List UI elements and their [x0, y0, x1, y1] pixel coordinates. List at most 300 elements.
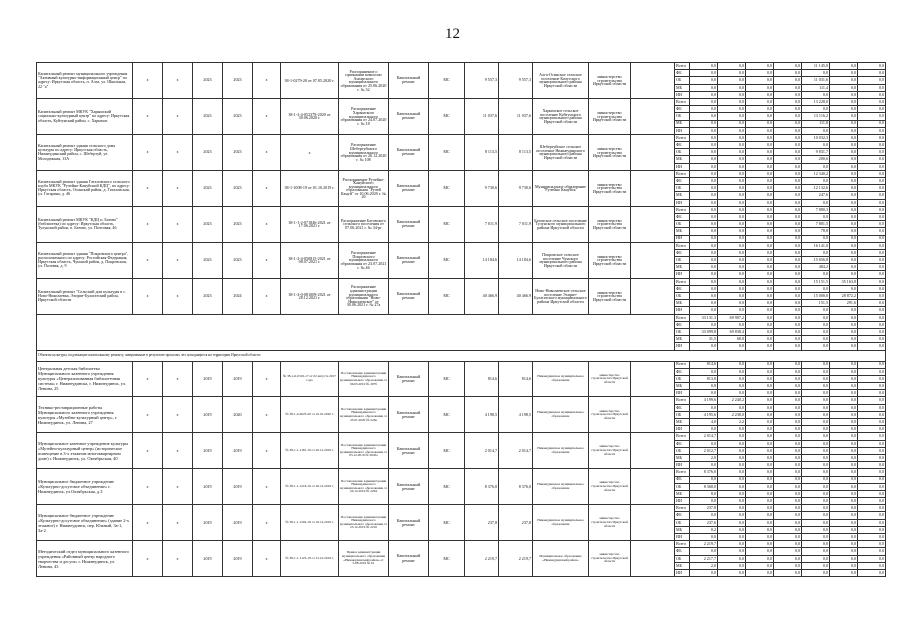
- start-year-cell: 2023: [193, 134, 223, 170]
- object-name-cell: Муниципальное бюджетное учреждение «Культурно-досуговое объединение» (здание 2-х этажное) г. Нижнеудинск, пер. Южный, 3а-1, 3а-2: [37, 505, 133, 541]
- amount-cell: 0,0: [718, 70, 746, 77]
- amount-cell: 0,0: [830, 426, 858, 433]
- amount-cell: 0,0: [690, 84, 718, 91]
- amount-cell: 78,8: [802, 228, 830, 235]
- amount-cell: 0,0: [774, 555, 802, 562]
- start-year-cell: 2023: [193, 242, 223, 278]
- manager-cell: [631, 170, 675, 206]
- amount-cell: 0,0: [830, 419, 858, 426]
- end-year-cell: 2023: [223, 98, 253, 134]
- owner-cell: Муниципальное образование "Ручейно Кануйск": [533, 170, 589, 206]
- amount-cell: 0,0: [858, 285, 886, 292]
- amount-cell: 0,0: [690, 213, 718, 220]
- amount-cell: 0,0: [746, 548, 774, 555]
- amount-cell: 0,0: [858, 156, 886, 163]
- amount-cell: 0,0: [858, 541, 886, 548]
- amount-cell: 0,0: [858, 426, 886, 433]
- cell-x: x: [163, 541, 193, 577]
- table-row: [37, 98, 886, 105]
- cell-x: x: [163, 361, 193, 397]
- unit-cell: МС: [429, 469, 465, 505]
- funding-source-label: ОБ: [675, 77, 690, 84]
- amount-cell: 0,0: [718, 285, 746, 292]
- cell-x: x: [163, 170, 193, 206]
- cell-x: x: [133, 505, 163, 541]
- funding-source-label: Всего: [675, 98, 690, 105]
- amount-cell: 0,0: [858, 170, 886, 177]
- amount-cell: 0,0: [830, 440, 858, 447]
- manager-cell: [631, 433, 675, 469]
- amount-cell: 0,0: [718, 213, 746, 220]
- object-name-cell: Капитальный ремонт муниципального учреждения "Активный культурно-информационный центр" по адресу: Иркутская область, п. Алга, ул. Школьная, 22 "а": [37, 63, 133, 99]
- amount-cell: 0,0: [746, 249, 774, 256]
- amount-cell: 0,0: [830, 249, 858, 256]
- start-year-cell: 2023: [193, 278, 223, 314]
- amount-cell: 0,0: [830, 512, 858, 519]
- amount-cell: 0,0: [774, 328, 802, 335]
- amount-cell: 0,0: [802, 555, 830, 562]
- amount-cell: 0,0: [830, 526, 858, 533]
- expertise-cell: 38-1-0279-20 от 07.05.2020 г.: [281, 63, 339, 99]
- work-type-cell: Капитальный ремонт: [389, 361, 429, 397]
- decision-cell: Распоряжение Шебертуйского муниципального образования от 26.12.2020 г. № 108: [339, 134, 389, 170]
- amount-cell: 0,0: [774, 91, 802, 98]
- amount-cell: 0,0: [802, 70, 830, 77]
- amount-cell: 0,0: [746, 235, 774, 242]
- amount-cell: 0,0: [774, 419, 802, 426]
- amount-cell: 2,0: [690, 454, 718, 461]
- amount-cell: 0,0: [858, 178, 886, 185]
- owner-cell: Алга-Осинское сельское поселение Качугского муниципального района Иркутской области: [533, 63, 589, 99]
- amount-cell: 0,0: [746, 77, 774, 84]
- amount-cell: 0,0: [774, 433, 802, 440]
- amount-cell: 0,0: [830, 257, 858, 264]
- amount-cell: 0,0: [802, 343, 830, 350]
- amount-cell: 0,0: [774, 375, 802, 382]
- amount-cell: 247,6: [802, 192, 830, 199]
- amount-cell: 0,0: [830, 163, 858, 170]
- amount-cell: 0,0: [690, 70, 718, 77]
- amount-cell: 0,0: [802, 178, 830, 185]
- funding-source-label: МБ: [675, 192, 690, 199]
- funding-source-label: ФБ: [675, 512, 690, 519]
- amount-cell: 0,0: [858, 419, 886, 426]
- amount-cell: 0,0: [718, 264, 746, 271]
- expertise-cell: 38-1-2-0-081009-2021 от 28.12.2021 г.: [281, 278, 339, 314]
- object-name-cell: Капитальный ремонт здания "Покровского центра", расположенного по адресу: Российская Федерация, Иркутская область, Чунский район, д. Покровская, ул. Полевая, д. 9: [37, 242, 133, 278]
- funding-source-label: Всего: [675, 278, 690, 285]
- end-year-cell: 2019: [223, 361, 253, 397]
- manager-cell: [631, 505, 675, 541]
- amount-cell: 0,0: [858, 271, 886, 278]
- amount-cell: 0,0: [690, 142, 718, 149]
- amount-cell: 0,0: [690, 271, 718, 278]
- amount-cell: 0,0: [718, 541, 746, 548]
- amount-cell: 0,0: [802, 505, 830, 512]
- amount-cell: 0,0: [746, 206, 774, 213]
- amount-cell: 0,0: [858, 314, 886, 321]
- amount-cell: 0,0: [774, 426, 802, 433]
- amount-cell: 0,0: [718, 278, 746, 285]
- owner-cell: Харымское сельское поселение Куйтунского муниципального района Иркутской области: [533, 98, 589, 134]
- work-type-cell: Капитальный ремонт: [389, 242, 429, 278]
- amount-cell: 0,0: [718, 404, 746, 411]
- amount-cell: 0,0: [718, 228, 746, 235]
- amount-cell: 0,0: [774, 397, 802, 404]
- amount-cell: 0,0: [718, 63, 746, 70]
- work-type-cell: Капитальный ремонт: [389, 134, 429, 170]
- decision-cell: Распоряжение Батовского сельского поселения от 07.06.2021 г. № 34-рг: [339, 206, 389, 242]
- amount-cell: 0,0: [802, 548, 830, 555]
- amount-cell: 0,0: [746, 228, 774, 235]
- amount-cell: 0,0: [718, 106, 746, 113]
- amount-cell: 0,0: [746, 127, 774, 134]
- amount-cell: 0,0: [802, 213, 830, 220]
- amount-cell: 0,0: [858, 199, 886, 206]
- expertise-cell: 38-1-2-4-050815-2021 от 08.07.2021 г.: [281, 242, 339, 278]
- owner-cell: Ново-Николаевское сельское поселение Эхирит-Булагатского муниципального района Иркутской области: [533, 278, 589, 314]
- amount-cell: 0,0: [830, 390, 858, 397]
- decision-cell: Постановление администрации Нижнеудинского муниципального образования от 20.12.2019 № 2264: [339, 469, 389, 505]
- amount-cell: 0,0: [690, 242, 718, 249]
- amount-cell: 0,0: [774, 106, 802, 113]
- amount-cell: 0,0: [718, 120, 746, 127]
- unit-cell: МС: [429, 505, 465, 541]
- expertise-cell: № 38-1-1-1123-19 от 31.10.2019 г.: [281, 541, 339, 577]
- amount-cell: 0,0: [802, 142, 830, 149]
- amount-cell: 0,0: [858, 221, 886, 228]
- cell-x: x: [163, 397, 193, 433]
- amount-cell: 0,0: [690, 307, 718, 314]
- amount-cell: 0,0: [858, 390, 886, 397]
- amount-cell: 0,0: [718, 469, 746, 476]
- amount-cell: 0,0: [774, 404, 802, 411]
- amount-cell: 0,0: [802, 483, 830, 490]
- amount-cell: 31,5: [690, 336, 718, 343]
- start-year-cell: 2023: [193, 170, 223, 206]
- amount-cell: 0,0: [690, 390, 718, 397]
- amount-cell: 0,0: [830, 534, 858, 541]
- amount-cell: 0,0: [746, 483, 774, 490]
- amount-cell: 0,0: [718, 127, 746, 134]
- amount-cell: 0,0: [746, 343, 774, 350]
- amount-cell: 0,0: [830, 120, 858, 127]
- end-year-cell: 2019: [223, 505, 253, 541]
- amount-cell: 12 132,6: [802, 185, 830, 192]
- amount-cell: 2 014,7: [690, 433, 718, 440]
- funding-source-label: ИИ: [675, 199, 690, 206]
- amount-cell: 0,0: [746, 469, 774, 476]
- amount-cell: 0,0: [858, 113, 886, 120]
- amount-cell: 0,0: [718, 235, 746, 242]
- amount-cell: 0,0: [830, 343, 858, 350]
- amount-cell: 0,0: [718, 555, 746, 562]
- amount-cell: 0,0: [830, 562, 858, 569]
- amount-cell: 0,0: [774, 383, 802, 390]
- amount-cell: 0,0: [746, 375, 774, 382]
- expertise-cell: 38-1-2-4-052379-2020 от 30.06.2020 г.: [281, 98, 339, 134]
- amount-cell: 0,0: [858, 120, 886, 127]
- client-cell: министерство строительства Иркутской области: [589, 170, 631, 206]
- unit-cell: МС: [429, 433, 465, 469]
- start-year-cell: 2023: [193, 98, 223, 134]
- amount-cell: 0,0: [830, 433, 858, 440]
- amount-cell: 0,0: [830, 462, 858, 469]
- amount-cell: 0,0: [690, 206, 718, 213]
- funding-source-label: ФБ: [675, 70, 690, 77]
- amount-cell: 0,0: [858, 512, 886, 519]
- amount-cell: 0,0: [802, 411, 830, 418]
- amount-cell: 0,0: [858, 206, 886, 213]
- decision-cell: Распоряжение Харымского муниципального образования от 24.07.2020 г. № 18: [339, 98, 389, 134]
- amount-cell: 0,0: [690, 185, 718, 192]
- table-row: [37, 134, 886, 141]
- amount-cell: 2 012,7: [690, 447, 718, 454]
- amount-cell: 0,0: [858, 149, 886, 156]
- amount-cell: 0,0: [858, 505, 886, 512]
- cost-cell: 814,6: [499, 361, 533, 397]
- amount-cell: 0,0: [830, 447, 858, 454]
- amount-cell: 0,0: [802, 433, 830, 440]
- amount-cell: 0,0: [858, 336, 886, 343]
- amount-cell: 0,0: [858, 454, 886, 461]
- decision-cell: Приказ администрации муниципального образования «Нижнеудинский район» от 5.08.2019 № 61: [339, 541, 389, 577]
- amount-cell: 7 801,5: [802, 221, 830, 228]
- amount-cell: 0,0: [690, 321, 718, 328]
- end-year-cell: 2019: [223, 541, 253, 577]
- amount-cell: 0,0: [718, 361, 746, 368]
- amount-cell: 0,0: [690, 192, 718, 199]
- amount-cell: 0,0: [690, 77, 718, 84]
- amount-cell: 0,0: [858, 91, 886, 98]
- amount-cell: 0,0: [858, 278, 886, 285]
- amount-cell: 0,0: [746, 498, 774, 505]
- amount-cell: 0,0: [746, 505, 774, 512]
- amount-cell: 0,0: [830, 490, 858, 497]
- amount-cell: 0,0: [802, 328, 830, 335]
- cell-x: x: [253, 206, 281, 242]
- amount-cell: 0,0: [802, 519, 830, 526]
- amount-cell: 0,0: [690, 512, 718, 519]
- amount-cell: 0,0: [774, 163, 802, 170]
- amount-cell: 0,0: [858, 440, 886, 447]
- client-cell: министерство строительства Иркутской области: [589, 361, 631, 397]
- owner-cell: Нижнеудинское муниципальное образование: [533, 361, 589, 397]
- amount-cell: 0,0: [746, 63, 774, 70]
- funding-source-label: ФБ: [675, 285, 690, 292]
- amount-cell: 0,0: [830, 206, 858, 213]
- amount-cell: 0,0: [830, 336, 858, 343]
- amount-cell: 0,0: [802, 163, 830, 170]
- cost-cell: 8 113,5: [499, 134, 533, 170]
- amount-cell: 0,0: [858, 228, 886, 235]
- cell-x: x: [253, 170, 281, 206]
- unit-cell: МС: [429, 361, 465, 397]
- capacity-cell: 8 113,5: [465, 134, 499, 170]
- amount-cell: 0,0: [830, 555, 858, 562]
- capacity-cell: 2 014,7: [465, 433, 499, 469]
- amount-cell: 0,0: [830, 476, 858, 483]
- funding-source-label: ИИ: [675, 235, 690, 242]
- capacity-cell: 9 730,6: [465, 170, 499, 206]
- amount-cell: 0,0: [746, 328, 774, 335]
- funding-source-label: Всего: [675, 505, 690, 512]
- amount-cell: 0,0: [830, 519, 858, 526]
- amount-cell: 0,0: [802, 127, 830, 134]
- amount-cell: 0,0: [830, 375, 858, 382]
- unit-cell: МС: [429, 242, 465, 278]
- unit-cell: МС: [429, 206, 465, 242]
- amount-cell: 0,0: [774, 534, 802, 541]
- amount-cell: 0,0: [802, 361, 830, 368]
- funding-source-label: ОБ: [675, 483, 690, 490]
- amount-cell: 2 217,7: [690, 555, 718, 562]
- amount-cell: 0,0: [718, 490, 746, 497]
- amount-cell: 0,0: [746, 264, 774, 271]
- decision-cell: Распоряжение о признании комиссии Ангарского муниципального образования от 25.06.2020 г. № 32: [339, 63, 389, 99]
- amount-cell: 0,0: [802, 285, 830, 292]
- amount-cell: 0,0: [802, 462, 830, 469]
- funding-source-label: Всего: [675, 206, 690, 213]
- amount-cell: 0,0: [802, 404, 830, 411]
- capacity-cell: 237,8: [465, 505, 499, 541]
- capacity-cell: 11 037,6: [465, 98, 499, 134]
- cell-x: x: [163, 469, 193, 505]
- amount-cell: 0,0: [858, 483, 886, 490]
- amount-cell: 0,0: [774, 321, 802, 328]
- amount-cell: 0,0: [718, 206, 746, 213]
- cell-x: x: [253, 541, 281, 577]
- table-row: [37, 397, 886, 404]
- funding-source-label: Всего: [675, 397, 690, 404]
- cell-x: x: [133, 361, 163, 397]
- amount-cell: 0,0: [830, 469, 858, 476]
- end-year-cell: 2023: [223, 134, 253, 170]
- amount-cell: 0,0: [830, 368, 858, 375]
- funding-source-label: МБ: [675, 264, 690, 271]
- amount-cell: 0,0: [718, 426, 746, 433]
- amount-cell: 0,0: [830, 307, 858, 314]
- amount-cell: 0,0: [830, 63, 858, 70]
- client-cell: министерство строительства Иркутской области: [589, 63, 631, 99]
- cell-x: x: [133, 170, 163, 206]
- amount-cell: 0,0: [690, 285, 718, 292]
- amount-cell: 0,0: [802, 562, 830, 569]
- funding-source-label: МБ: [675, 383, 690, 390]
- amount-cell: 8 376,0: [690, 469, 718, 476]
- amount-cell: 0,0: [858, 242, 886, 249]
- funding-source-label: ОБ: [675, 411, 690, 418]
- amount-cell: 0,0: [718, 271, 746, 278]
- cell-x: x: [253, 361, 281, 397]
- amount-cell: 0,0: [774, 336, 802, 343]
- amount-cell: 0,0: [858, 127, 886, 134]
- cell-x: x: [163, 206, 193, 242]
- funding-source-label: ФБ: [675, 249, 690, 256]
- client-cell: министерство строительства Иркутской области: [589, 541, 631, 577]
- amount-cell: 0,0: [690, 293, 718, 300]
- client-cell: министерство строительства Иркутской области: [589, 206, 631, 242]
- unit-cell: МС: [429, 98, 465, 134]
- amount-cell: 0,0: [746, 383, 774, 390]
- cost-cell: 2 219,7: [499, 541, 533, 577]
- amount-cell: 0,0: [830, 113, 858, 120]
- amount-cell: 0,0: [858, 185, 886, 192]
- funding-source-label: ОБ: [675, 519, 690, 526]
- amount-cell: 0,0: [718, 91, 746, 98]
- funding-source-label: ОБ: [675, 257, 690, 264]
- amount-cell: 0,0: [802, 368, 830, 375]
- cell-x: x: [133, 469, 163, 505]
- cell-x: x: [253, 98, 281, 134]
- amount-cell: 0,0: [774, 512, 802, 519]
- cost-cell: 237,8: [499, 505, 533, 541]
- funding-source-label: МБ: [675, 562, 690, 569]
- amount-cell: 0,0: [774, 271, 802, 278]
- end-year-cell: 2023: [223, 170, 253, 206]
- funding-source-label: ИИ: [675, 91, 690, 98]
- funding-source-label: ИИ: [675, 390, 690, 397]
- amount-cell: 0,0: [802, 314, 830, 321]
- unit-cell: МС: [429, 134, 465, 170]
- page-number: 12: [445, 26, 460, 42]
- amount-cell: 0,0: [746, 411, 774, 418]
- amount-cell: 0,0: [690, 170, 718, 177]
- cell-x: x: [133, 541, 163, 577]
- amount-cell: 0,0: [774, 569, 802, 576]
- work-type-cell: Капитальный ремонт: [389, 397, 429, 433]
- funding-source-label: ФБ: [675, 404, 690, 411]
- amount-cell: 0,0: [718, 156, 746, 163]
- funding-source-label: МБ: [675, 300, 690, 307]
- amount-cell: 0,0: [830, 505, 858, 512]
- amount-cell: 0,0: [746, 91, 774, 98]
- cell-x: x: [133, 278, 163, 314]
- work-type-cell: Капитальный ремонт: [389, 433, 429, 469]
- amount-cell: 0,0: [718, 77, 746, 84]
- amount-cell: 69 907,2: [718, 314, 746, 321]
- funding-source-label: ИИ: [675, 271, 690, 278]
- amount-cell: 0,0: [774, 314, 802, 321]
- funding-source-label: ОБ: [675, 113, 690, 120]
- end-year-cell: 2023: [223, 242, 253, 278]
- amount-cell: 0,0: [774, 206, 802, 213]
- amount-cell: 0,0: [774, 249, 802, 256]
- amount-cell: 0,0: [690, 178, 718, 185]
- amount-cell: 0,0: [830, 127, 858, 134]
- amount-cell: 0,0: [718, 548, 746, 555]
- amount-cell: 0,0: [746, 454, 774, 461]
- amount-cell: 0,0: [746, 293, 774, 300]
- funding-source-label: ОБ: [675, 293, 690, 300]
- manager-cell: [631, 278, 675, 314]
- amount-cell: 0,0: [830, 84, 858, 91]
- amount-cell: 0,0: [718, 368, 746, 375]
- amount-cell: 15 151,5: [802, 278, 830, 285]
- amount-cell: 10 032,3: [802, 134, 830, 141]
- amount-cell: 0,0: [690, 120, 718, 127]
- amount-cell: 0,0: [718, 185, 746, 192]
- funding-source-label: МБ: [675, 454, 690, 461]
- amount-cell: 0,0: [774, 120, 802, 127]
- amount-cell: 0,0: [690, 462, 718, 469]
- amount-cell: 0,0: [802, 271, 830, 278]
- funding-source-label: Всего: [675, 361, 690, 368]
- work-type-cell: Капитальный ремонт: [389, 206, 429, 242]
- owner-cell: Шебертуйское сельское поселение Нижнеудинского муниципального района Иркутской области: [533, 134, 589, 170]
- amount-cell: 0,0: [746, 404, 774, 411]
- amount-cell: 0,0: [746, 213, 774, 220]
